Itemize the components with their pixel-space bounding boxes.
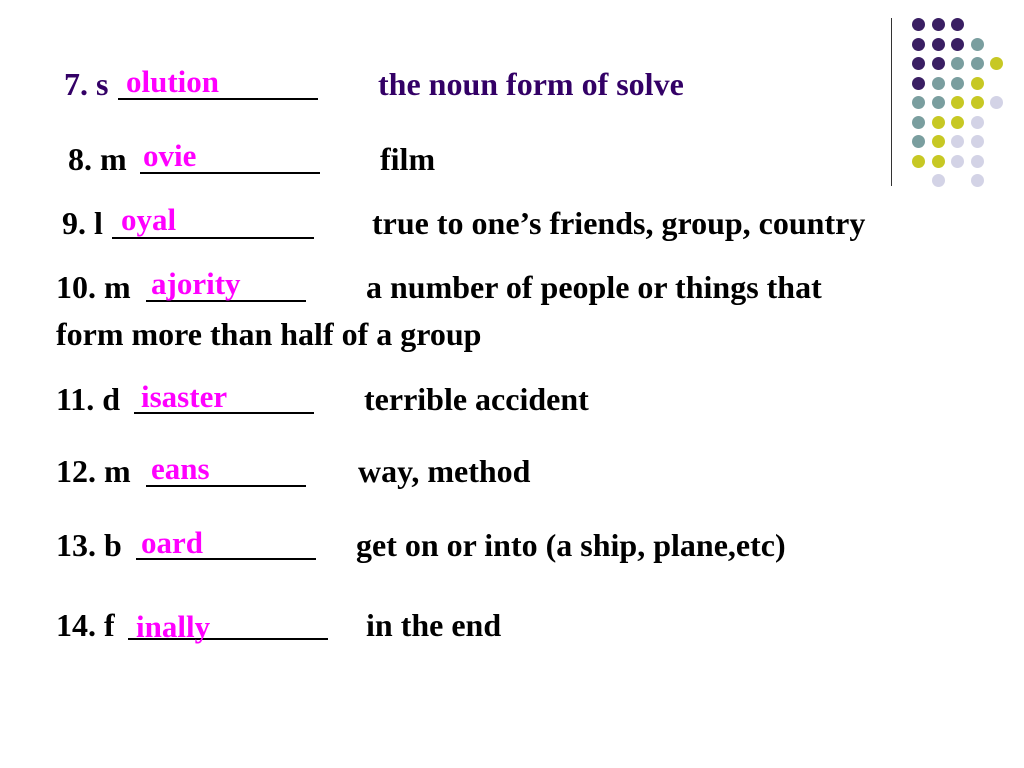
decorative-dot: [971, 135, 984, 148]
decorative-dot: [971, 116, 984, 129]
decorative-dot: [912, 38, 925, 51]
item-prefix: 7. s: [64, 66, 109, 102]
answer-text: ovie: [143, 138, 197, 173]
decorative-dot: [951, 57, 964, 70]
decorative-dot: [951, 96, 964, 109]
definition-text: the noun form of solve: [378, 66, 684, 102]
decorative-dot: [951, 116, 964, 129]
answer-text: isaster: [141, 379, 228, 414]
item-prefix: 14. f: [56, 607, 115, 643]
decorative-dot: [971, 38, 984, 51]
decorative-dot: [912, 135, 925, 148]
item-prefix: 13. b: [56, 527, 122, 563]
decorative-dot: [932, 77, 945, 90]
decorative-dot: [971, 155, 984, 168]
definition-text: way, method: [358, 453, 531, 489]
definition-text: terrible accident: [364, 381, 589, 417]
decorative-dot: [912, 57, 925, 70]
decorative-dot: [971, 174, 984, 187]
decorative-dot: [932, 96, 945, 109]
definition-text: in the end: [366, 607, 502, 643]
item-prefix: 9. l: [62, 205, 103, 241]
definition-text: true to one’s friends, group, country: [372, 205, 866, 241]
decorative-dot: [932, 116, 945, 129]
decorative-dot: [951, 77, 964, 90]
answer-text: eans: [151, 451, 210, 486]
answer-text: ajority: [151, 266, 241, 301]
definition-text: a number of people or things that: [366, 269, 822, 305]
definition-text: film: [380, 141, 436, 177]
answer-text: inally: [136, 609, 211, 644]
decorative-dot: [951, 38, 964, 51]
decorative-dot: [951, 155, 964, 168]
decorative-dot: [912, 96, 925, 109]
item-prefix: 10. m: [56, 269, 131, 305]
decorative-dot: [912, 77, 925, 90]
decorative-dot: [932, 174, 945, 187]
divider-line: [891, 18, 892, 186]
definition-text-continued: form more than half of a group: [56, 316, 482, 352]
decorative-dot: [990, 57, 1003, 70]
decorative-dot: [990, 96, 1003, 109]
answer-blank: [112, 237, 314, 239]
decorative-dot: [971, 57, 984, 70]
answer-text: olution: [126, 64, 220, 99]
decorative-dot: [932, 57, 945, 70]
decorative-dot: [932, 18, 945, 31]
item-prefix: 11. d: [56, 381, 121, 417]
decorative-dot: [951, 135, 964, 148]
answer-text: oard: [141, 525, 203, 560]
decorative-dot: [932, 155, 945, 168]
decorative-dot: [932, 135, 945, 148]
decorative-dot: [912, 18, 925, 31]
decorative-dot: [932, 38, 945, 51]
item-prefix: 12. m: [56, 453, 131, 489]
definition-text: get on or into (a ship, plane,etc): [356, 527, 786, 563]
decorative-dot: [912, 155, 925, 168]
decorative-dot: [912, 116, 925, 129]
answer-text: oyal: [121, 202, 177, 237]
item-prefix: 8. m: [68, 141, 127, 177]
decorative-dot: [951, 18, 964, 31]
decorative-dot: [971, 96, 984, 109]
decorative-dot: [971, 77, 984, 90]
